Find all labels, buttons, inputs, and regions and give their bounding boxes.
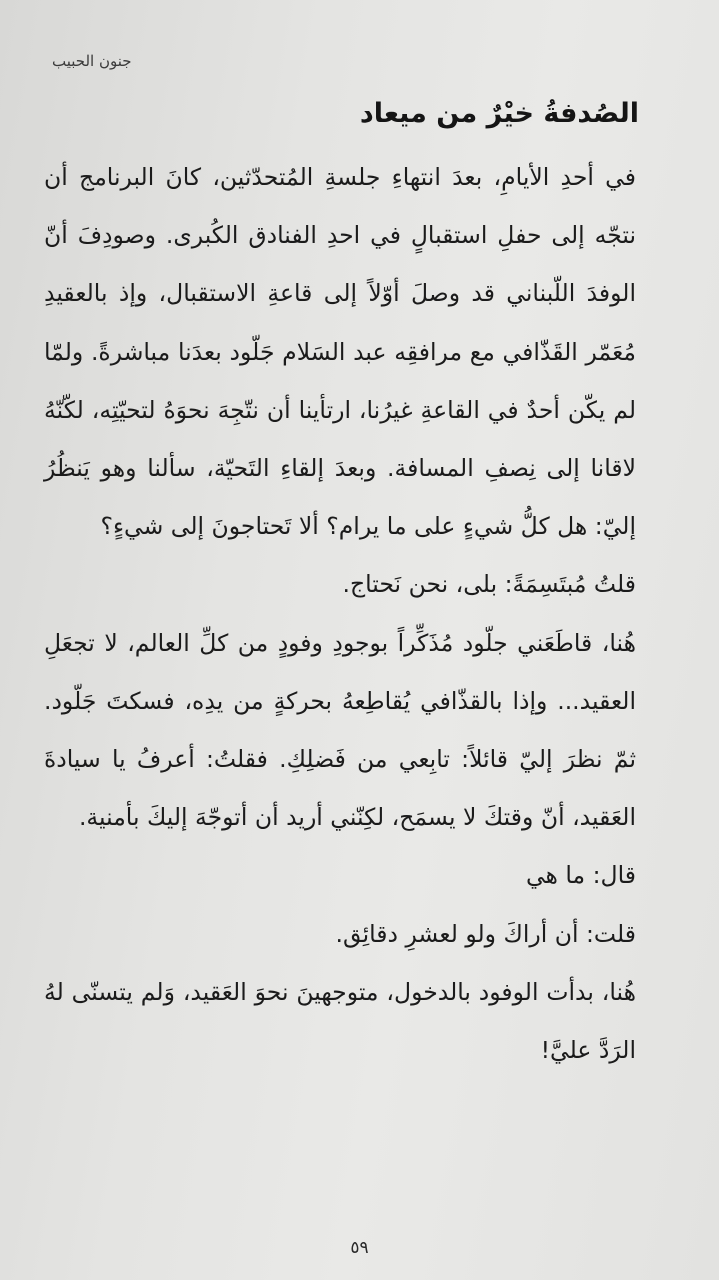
- paragraph: قال: ما هي: [525, 861, 636, 890]
- paragraph: في أحدِ الأيامِ، بعدَ انتهاءِ جلسةِ المُتحدّثين، كانَ البرنامج أن نتجّه إلى حفلِ استقبالٍ في احدِ الفنادق الكُبرى. وصودِفَ أنّ الوفدَ اللّبناني قد وصلَ أوّلاً إلى قاعةِ الاستقبال، وإذ بالعقيدِ مُعَمّر القَذّافي مع مرافقِه عبد السَلام جَلّود بعدَنا مباشرةً. ولمّا لم يكّن أحدٌ في القاعةِ غيرُنا، ارتأينا أن نتّجِهَ نحوَهُ لتحيّتِه، لكّنّهُ لاقانا إلى نِصفِ المسافة. وبعدَ إلقاءِ التَحيّة، سألنا وهو يَنظُرُ إليّ: هل كلُّ شيءٍ على ما يرام؟ ألا تَحتاجونَ إلى شيءٍ؟: [44, 163, 636, 541]
- paragraph: هُنا، قاطَعَني جلّود مُذَكِّراً بوجودِ وفودٍ من كلِّ العالم، لا تجعَلِ العقيد... وإذا بالقذّافي يُقاطِعهُ بحركةٍ من يدِه، فسكتَ جَلّود. ثمّ نظرَ إليّ قائلاً: تابِعي من فَضلِكِ. فقلتُ: أعرفُ يا سيادةَ العَقيد، أنّ وقتكَ لا يسمَح، لكِنّني أريد أن أتوجّهَ إليكَ بأمنية.: [44, 628, 636, 832]
- chapter-title: الصُدفةُ خيْرٌ من ميعاد: [359, 98, 639, 129]
- running-header: جنون الحبيب: [52, 52, 132, 70]
- paragraph: هُنا، بدأت الوفود بالدخول، متوجهينَ نحوَ العَقيد، وَلم يتسنّى لهُ الرَدَّ عليَّ!: [44, 977, 636, 1065]
- paragraph: قلتُ مُبتَسِمَةً: بلى، نحن نَحتاج.: [342, 570, 636, 599]
- paragraph: قلت: أن أراكَ ولو لعشرِ دقائِق.: [335, 919, 636, 948]
- body-text: [44, 148, 674, 1079]
- page-number: ٥٩: [350, 1238, 369, 1258]
